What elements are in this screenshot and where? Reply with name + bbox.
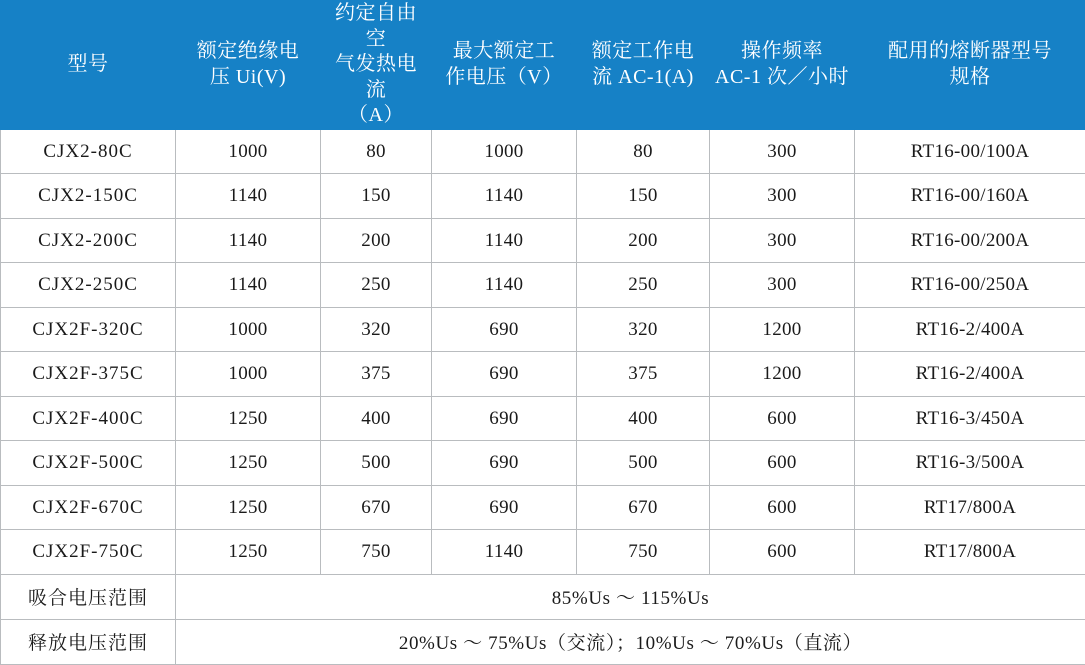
cell-rated-operating-current: 80 bbox=[577, 129, 710, 174]
table-body bbox=[1, 129, 1085, 664]
cell-rated-operating-current: 500 bbox=[577, 441, 710, 486]
column-header-conventional-free-air-thermal-current bbox=[321, 1, 432, 130]
cell-fuse-specification: RT16-00/160A bbox=[855, 174, 1085, 219]
column-header-max-rated-operating-voltage bbox=[432, 1, 577, 130]
column-header-conventional-free-air-thermal-current-line-3: （A） bbox=[325, 103, 427, 129]
cell-operating-frequency: 300 bbox=[710, 218, 855, 263]
cell-model: CJX2-200C bbox=[1, 218, 176, 263]
column-header-rated-insulation-voltage-line-1: 额定绝缘电 bbox=[180, 39, 316, 65]
column-header-rated-insulation-voltage-line-2: 压 Ui(V) bbox=[180, 65, 316, 91]
cell-fuse-specification: RT16-00/100A bbox=[855, 129, 1085, 174]
table-row bbox=[1, 352, 1085, 397]
cell-model: CJX2F-500C bbox=[1, 441, 176, 486]
cell-max-operating-voltage: 690 bbox=[432, 307, 577, 352]
cell-max-operating-voltage: 1000 bbox=[432, 129, 577, 174]
cell-thermal-current: 320 bbox=[321, 307, 432, 352]
cell-thermal-current: 80 bbox=[321, 129, 432, 174]
table-header bbox=[1, 1, 1085, 130]
cell-rated-insulation-voltage: 1250 bbox=[176, 485, 321, 530]
cell-rated-operating-current: 750 bbox=[577, 530, 710, 575]
table-row bbox=[1, 129, 1085, 174]
cell-fuse-specification: RT17/800A bbox=[855, 485, 1085, 530]
table-row bbox=[1, 218, 1085, 263]
cell-operating-frequency: 600 bbox=[710, 485, 855, 530]
pickup-voltage-range-label: 吸合电压范围 bbox=[1, 574, 176, 619]
cell-thermal-current: 375 bbox=[321, 352, 432, 397]
table-row bbox=[1, 530, 1085, 575]
column-header-model bbox=[1, 1, 176, 130]
cell-operating-frequency: 600 bbox=[710, 396, 855, 441]
cell-operating-frequency: 600 bbox=[710, 530, 855, 575]
cell-rated-operating-current: 375 bbox=[577, 352, 710, 397]
cell-fuse-specification: RT16-00/200A bbox=[855, 218, 1085, 263]
cell-fuse-specification: RT16-00/250A bbox=[855, 263, 1085, 308]
cell-max-operating-voltage: 1140 bbox=[432, 174, 577, 219]
cell-max-operating-voltage: 1140 bbox=[432, 263, 577, 308]
cell-max-operating-voltage: 690 bbox=[432, 485, 577, 530]
column-header-rated-insulation-voltage bbox=[176, 1, 321, 130]
cell-model: CJX2F-320C bbox=[1, 307, 176, 352]
cell-rated-insulation-voltage: 1250 bbox=[176, 530, 321, 575]
cell-model: CJX2F-375C bbox=[1, 352, 176, 397]
column-header-max-rated-operating-voltage-line-2: 作电压（V） bbox=[436, 65, 572, 91]
cell-max-operating-voltage: 1140 bbox=[432, 218, 577, 263]
cell-thermal-current: 250 bbox=[321, 263, 432, 308]
release-voltage-range-row bbox=[1, 619, 1085, 664]
table-row bbox=[1, 485, 1085, 530]
cell-fuse-specification: RT17/800A bbox=[855, 530, 1085, 575]
table-row bbox=[1, 441, 1085, 486]
cell-fuse-specification: RT16-2/400A bbox=[855, 307, 1085, 352]
cell-rated-insulation-voltage: 1000 bbox=[176, 129, 321, 174]
cell-rated-insulation-voltage: 1000 bbox=[176, 352, 321, 397]
cell-rated-operating-current: 670 bbox=[577, 485, 710, 530]
column-header-rated-operating-current bbox=[577, 1, 710, 130]
cell-rated-operating-current: 200 bbox=[577, 218, 710, 263]
cell-operating-frequency: 1200 bbox=[710, 352, 855, 397]
cell-operating-frequency: 300 bbox=[710, 174, 855, 219]
cell-max-operating-voltage: 690 bbox=[432, 396, 577, 441]
pickup-voltage-range-row bbox=[1, 574, 1085, 619]
release-voltage-range-label: 释放电压范围 bbox=[1, 619, 176, 664]
cell-rated-insulation-voltage: 1140 bbox=[176, 263, 321, 308]
table-row bbox=[1, 263, 1085, 308]
cell-fuse-specification: RT16-3/500A bbox=[855, 441, 1085, 486]
column-header-model-line-1: 型号 bbox=[5, 52, 171, 78]
cell-fuse-specification: RT16-3/450A bbox=[855, 396, 1085, 441]
cell-operating-frequency: 600 bbox=[710, 441, 855, 486]
cell-model: CJX2-80C bbox=[1, 129, 176, 174]
cell-model: CJX2F-400C bbox=[1, 396, 176, 441]
table-row bbox=[1, 174, 1085, 219]
cell-max-operating-voltage: 690 bbox=[432, 441, 577, 486]
cell-operating-frequency: 300 bbox=[710, 263, 855, 308]
cell-thermal-current: 150 bbox=[321, 174, 432, 219]
table-header-row bbox=[1, 1, 1085, 130]
cell-rated-insulation-voltage: 1140 bbox=[176, 218, 321, 263]
cell-rated-insulation-voltage: 1140 bbox=[176, 174, 321, 219]
column-header-rated-operating-current-line-1: 额定工作电 bbox=[581, 39, 705, 65]
column-header-operating-frequency bbox=[710, 1, 855, 130]
cell-thermal-current: 750 bbox=[321, 530, 432, 575]
cell-fuse-specification: RT16-2/400A bbox=[855, 352, 1085, 397]
cell-operating-frequency: 300 bbox=[710, 129, 855, 174]
cell-rated-insulation-voltage: 1250 bbox=[176, 396, 321, 441]
cell-model: CJX2F-750C bbox=[1, 530, 176, 575]
cell-model: CJX2F-670C bbox=[1, 485, 176, 530]
column-header-fuse-specification-line-2: 规格 bbox=[859, 65, 1081, 91]
cell-thermal-current: 670 bbox=[321, 485, 432, 530]
table-row bbox=[1, 396, 1085, 441]
column-header-rated-operating-current-line-2: 流 AC-1(A) bbox=[581, 65, 705, 91]
column-header-operating-frequency-line-1: 操作频率 bbox=[714, 39, 850, 65]
column-header-max-rated-operating-voltage-line-1: 最大额定工 bbox=[436, 39, 572, 65]
cell-rated-operating-current: 150 bbox=[577, 174, 710, 219]
cell-max-operating-voltage: 690 bbox=[432, 352, 577, 397]
cell-operating-frequency: 1200 bbox=[710, 307, 855, 352]
cell-model: CJX2-250C bbox=[1, 263, 176, 308]
column-header-fuse-specification bbox=[855, 1, 1085, 130]
cell-rated-operating-current: 250 bbox=[577, 263, 710, 308]
cell-rated-insulation-voltage: 1250 bbox=[176, 441, 321, 486]
cell-rated-operating-current: 400 bbox=[577, 396, 710, 441]
cell-rated-insulation-voltage: 1000 bbox=[176, 307, 321, 352]
pickup-voltage-range-value: 85%Us ～ 115%Us bbox=[176, 574, 1085, 619]
table-row bbox=[1, 307, 1085, 352]
column-header-operating-frequency-line-2: AC-1 次／小时 bbox=[714, 65, 850, 91]
column-header-conventional-free-air-thermal-current-line-1: 约定自由空 bbox=[325, 1, 427, 52]
release-voltage-range-value: 20%Us ～ 75%Us（交流）；10%Us ～ 70%Us（直流） bbox=[176, 619, 1085, 664]
cell-thermal-current: 500 bbox=[321, 441, 432, 486]
cell-thermal-current: 400 bbox=[321, 396, 432, 441]
cell-model: CJX2-150C bbox=[1, 174, 176, 219]
cell-rated-operating-current: 320 bbox=[577, 307, 710, 352]
cell-max-operating-voltage: 1140 bbox=[432, 530, 577, 575]
cell-thermal-current: 200 bbox=[321, 218, 432, 263]
column-header-conventional-free-air-thermal-current-line-2: 气发热电流 bbox=[325, 52, 427, 103]
column-header-fuse-specification-line-1: 配用的熔断器型号 bbox=[859, 39, 1081, 65]
